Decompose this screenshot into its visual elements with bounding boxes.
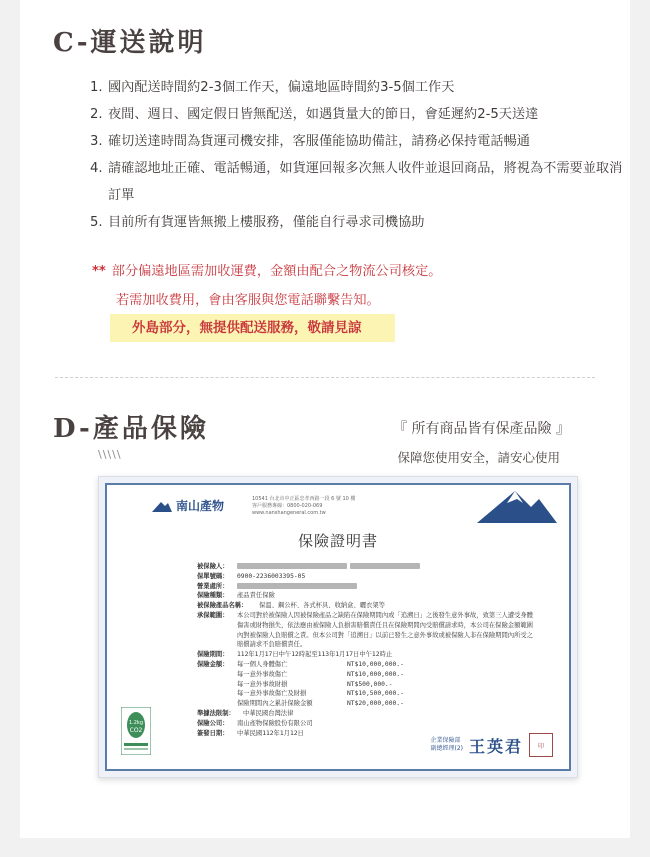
shipping-list [90,74,630,236]
list-item-text: 國內配送時間約2-3個工作天，偏遠地區時間約3-5個工作天 [108,80,455,95]
company-logo [152,497,224,514]
signer-name: 王英君 [468,736,523,756]
insurance-subtitle: 保障您使用安全，請安心使用 [397,450,560,465]
signer-title: 副總經理(2) [430,745,463,752]
list-item-number: 5. [90,215,103,230]
certificate-title: 保險證明書 [297,532,378,550]
decorative-slashes: \\\\\ [98,448,122,461]
company-seal-icon: 印 [529,733,553,757]
carbon-footprint-icon [121,707,151,755]
list-item [90,128,630,155]
field-insurer: 保險公司： 南山產物保險股份有限公司 [197,719,313,727]
field-insurance-type: 保險種類： 產品責任保險 [197,592,275,600]
insurance-heading: D-產品保險 [53,414,209,444]
company-logo-text: 南山產物 [176,499,225,513]
list-item [90,74,630,101]
field-issue-date: 簽發日期： 中華民國112年1月12日 [197,729,304,737]
amount-row: 每一意外事故傷亡及財損 NT$10,500,000.- [237,690,404,698]
company-address: 10541 台北市中正區忠孝西路一段 6 號 10 樓 客戶服務專線：0800-020-069 www.nanshangeneral.com.tw [252,496,356,516]
mountain-icon [477,489,557,523]
amount-row: 每一個人身體傷亡 NT$10,000,000.- [237,660,404,668]
logo-mountain-icon [152,500,172,512]
amount-row: 每一意外事故傷亡 NT$10,000,000.- [237,670,404,678]
field-amounts: 保險金額： 每一個人身體傷亡 NT$10,000,000.- 每一意外事故傷亡 NT$10,000,000.- 每一意外事故財損 NT$500,000.- 每一意外事故傷亡及財損 NT$10,500,000.- 保險期間內之累計保險金額 NT$20,000,000.- [197,660,537,709]
remote-area-note [92,260,441,279]
field-policy-number: 保單號碼： 0900-2236003395-05 [197,572,306,580]
amount-row: 每一意外事故財損 NT$500,000.- [237,680,393,688]
signature-block [430,733,553,757]
list-item-number: 3. [90,134,103,149]
field-governing-law: 準據法限制： 中華民國台灣法律 [197,709,294,717]
certificate-body [197,562,537,738]
list-item-text: 夜間、週日、國定假日皆無配送，如遇貨量大的節日，會延遲約2-5天送達 [108,107,539,122]
svg-text:CO2: CO2 [129,727,143,734]
svg-text:1.2kg: 1.2kg [128,720,144,726]
insurance-certificate [98,476,578,778]
extra-fee-note: 若需加收費用，會由客服與您電話聯繫告知。 [116,293,380,308]
list-item-text: 目前所有貨運皆無搬上樓服務，僅能自行尋求司機協助 [108,215,425,230]
list-item [90,209,630,236]
note-mark: ** [92,264,106,279]
section-divider [55,377,595,378]
list-item-number: 2. [90,107,103,122]
list-item-text: 請確認地址正確、電話暢通，如貨運回報多次無人收件並退回商品，將視為不需要並取消訂單 [108,161,623,203]
field-coverage: 承保範圍： 本公司對於被保險人因被保險產品之缺陷在保險期間內或「追溯日」之後發生意外事故，致第三人遭受身體傷害或財物損失，依法應由被保險人負損害賠償責任且在保險期間內受賠償請求時，本公司在保險金額範圍內對被保險人負賠償之責。但本公司對「追溯日」以前已發生之意外事故或被保險人非在保險期間內所受之賠償請求不負賠償責任。 [197,611,533,649]
outlying-islands-notice: 外島部分，無提供配送服務，敬請見諒 [110,314,395,342]
signer-department: 企業保險部 [430,737,461,744]
amount-row: 保險期間內之累計保險金額 NT$20,000,000.- [237,700,404,708]
list-item [90,155,630,209]
field-period: 保險期間： 112年1月17日中午12時起至113年1月17日中午12時止 [197,651,393,659]
note-text: 部分偏遠地區需加收運費，金額由配合之物流公司核定。 [111,264,442,279]
field-premises: 營業處所： [197,582,537,592]
list-item-text: 確切送達時間為貨運司機安排，客服僅能協助備註，請務必保持電話暢通 [108,134,530,149]
field-product-name: 被保險產品名稱： 保溫、鋼公杯、各式杯具、收納盒、曬衣架等 [197,602,385,610]
field-insured: 被保險人： [197,562,537,572]
shipping-heading: C-運送說明 [53,28,207,58]
list-item [90,101,630,128]
list-item-number: 4. [90,161,103,176]
list-item-number: 1. [90,80,103,95]
certificate-frame [105,483,571,771]
content-card [20,0,630,838]
insurance-quote: 『 所有商品皆有保產品險 』 [393,421,570,437]
